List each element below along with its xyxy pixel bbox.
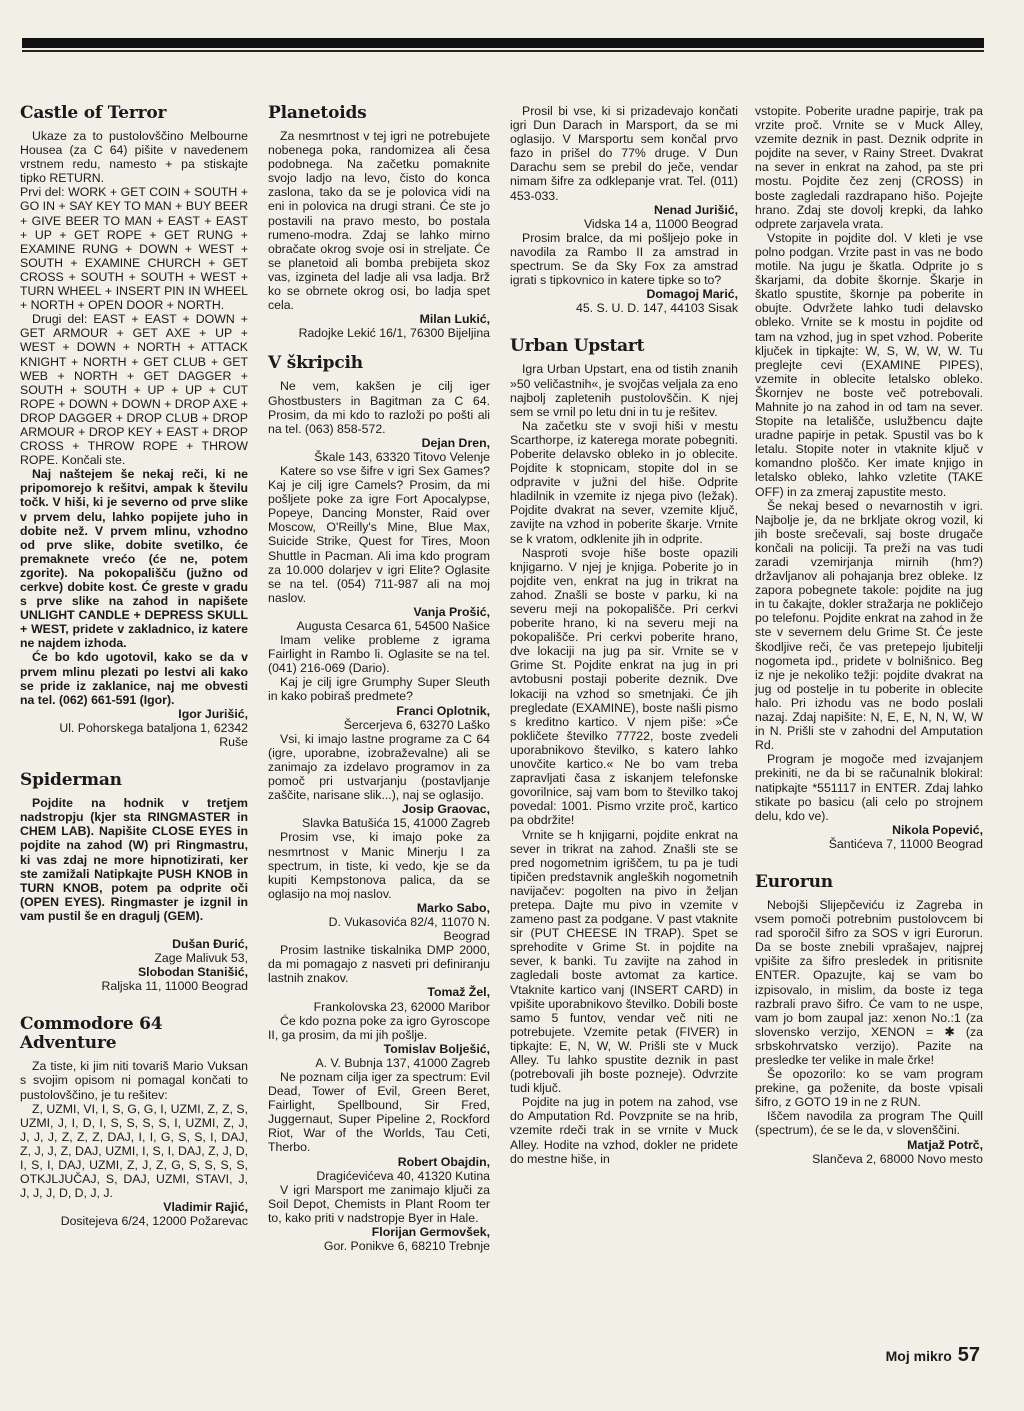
letter-signature-2: Domagoj Marić, — [646, 287, 738, 302]
skripcih-sig8: Robert Obajdin, — [397, 1154, 490, 1169]
urban-p5: Pojdite na jug in potem na zahod, vse do Amputation Rd. Povzpnite se na hrib, vzemite rdeči trak in se vrnite v Muck Alley. Hodite na vzhod, dokler ne pridete do mestne hiše, in — [510, 1095, 738, 1166]
castle-part1: Prvi del: WORK + GET COIN + SOUTH + GO IN + SAY KEY TO MAN + BUY BEER + GIVE BEER TO MAN + EAST + EAST + UP + GET ROPE + GET RUNG + EXAMINE RUNG + DOWN + WEST + SOUTH + EXAMINE CHURCH + GET CROSS + SOUTH + SOUTH + WEST + TURN WHEEL + INSERT PIN IN WHEEL + NORTH + OPEN DOOR + NORTH. — [20, 185, 248, 313]
heading-eurorun: Eurorun — [755, 871, 833, 892]
column-2 — [268, 104, 490, 1253]
letter-dun-darach: Prosil bi vse, ki si prizadevajo končati igri Dun Darach in Marsport, da se mi oglasijo. V Marsportu sem končal prvo fazo in prišel do 77% druge. V Dun Darachu sem se prebil do ječe, vendar nimam šifre za odklepanje vrat. Tel. (011) 453-033. — [510, 104, 738, 203]
skripcih-addr4: Slavka Batušića 15, 41000 Zagreb — [302, 816, 490, 831]
magazine-name: Moj mikro — [885, 1348, 952, 1364]
castle-signature: Igor Jurišić, — [178, 706, 248, 721]
planetoids-address: Radojke Lekić 16/1, 76300 Bijeljina — [298, 326, 490, 341]
c64-address: Dositejeva 6/24, 12000 Požarevac — [60, 1214, 248, 1229]
c64-intro: Za tiste, ki jim niti tovariš Mario Vuksan s svojim opisom ni pomagal končati to pustolovščino, je tu rešitev: — [20, 1059, 248, 1102]
eurorun-address: Slančeva 2, 68000 Novo mesto — [812, 1151, 983, 1166]
skripcih-p10: V igri Marsport me zanimajo ključi za Soil Depot, Chemists in Plant Room ter to, kako priti v nadstropje Byer in Hale. — [268, 1182, 490, 1225]
skripcih-addr8: Dragićevićeva 40, 41320 Kutina — [316, 1168, 490, 1183]
c64-solution: Z, UZMI, VI, I, S, G, G, I, UZMI, Z, Z, S, UZMI, J, I, D, I, S, S, S, S, I, UZMI, Z, J, J, J, J, Z, Z, Z, DAJ, I, I, G, S, S, I, DAJ, Z, J, J, Z, DAJ, UZMI, I, S, I, DAJ, Z, J, D, I, S, I, DAJ, UZMI, Z, J, Z, G, S, S, S, S, OTKJLJUČAJ, S, DAJ, UZMI, STAVI, J, J, J, J, D, D, J, J. — [20, 1101, 248, 1201]
castle-request: Će bo kdo ugotovil, kako se da v prvem mlinu plezati po lestvi ali kako se pride iz zaklanice, naj me obvesti na tel. (062) 661-591 (Igor). — [20, 650, 248, 707]
top-rule — [22, 38, 984, 48]
eurorun-p2: Še opozorilo: ko se vam program prekine, ga poženite, da boste vpisali šifro, z GOTO 19 in ne z RUN. — [755, 1067, 983, 1110]
letter-rambo: Prosim bralce, da mi pošljejo poke in navodila za Rambo II za amstrad in spectrum. Se da Sky Fox za amstrad igrati s tipkovnico in katere tipke so to? — [510, 230, 738, 288]
column-3 — [510, 104, 738, 1166]
top-rule-thin — [22, 50, 984, 52]
page-number: 57 — [957, 1344, 980, 1366]
castle-part2: Drugi del: EAST + EAST + DOWN + GET ARMOUR + GET AXE + UP + WEST + DOWN + NORTH + ATTACK KNIGHT + NORTH + GET CLUB + GET WEB + NORTH + GET DAGGER + SOUTH + SOUTH + UP + UP + CUT ROPE + DOWN + DOWN + DROP AXE + DROP DAGGER + DROP CLUB + DROP ARMOUR + DROP KEY + EAST + DROP CROSS + THROW ROPE + THROW ROPE. Končali ste. — [20, 312, 249, 468]
letter-signature-1: Nenad Jurišić, — [653, 202, 738, 217]
urban-p4: Vrnite se h knjigarni, pojdite enkrat na sever in trikrat na zahod. Znašli ste se pred nogometnim igriščem, tu pa je tudi tipičen predstavnik angleških nogometnih navijačev: pogolten na pivo in željan pretepa. Dajte mu pivo in vzemite v zameno past za podgane. V past vtaknite sir (PUT CHEESE IN TRAP). Spet se sprehodite v Grime St. in pojdite na sever, k banki. Tu zavijte na zahod in zagledali boste avtomat za kartice. Vtaknite kartico vanj (INSERT CARD) in vpišite uporabnikovo številko. Dobili boste samo 5 funtov, vendar več niti ne potrebujete. Vzemite petak (FIVER) in tipkajte: E, N, W, W. Prišli ste v Muck Alley. Tu lahko spustite deznik in past (potrebovali jih boste pozneje). Odvrzite tudi ključ. — [510, 827, 738, 1096]
urban-cont-p2: Vstopite in pojdite dol. V kleti je vse polno podgan. Vrzite past in vas ne bodo motile. Na jugu je škatla. Odprite jo s škarjami, da dobite škornje. Škarje in škatlo spustite, škornje pa poberite in obujte. Odvržete lahko tudi delavsko obleko. Vrnite se k mostu in pojdite od tam na vzhod, jug in spet vzhod. Poberite ključek in tipkajte: W, S, W, W, W. Tu preglejte cevi (EXAMINE PIPES), vzemite in oblecite letalsko obleko. Škornjev ne boste več potrebovali. Mahnite jo na zahod in od tam na sever. Stopite na letališče, uslužbencu dajte uradne papirje in petak. Spustil vas bo k letalu. Stopite noter in vtaknite ključ v komandno ploščo. Ker imate knjigo in letalsko obleko, lahko vzletite (TAKE OFF) in za zmeraj zapustite mesto. — [755, 230, 983, 499]
eurorun-p3: Iščem navodila za program The Quill (spectrum), će se le da, v slovenščini. — [755, 1109, 983, 1138]
urban-p3: Nasproti svoje hiše boste opazili knjigarno. V njej je knjiga. Poberite jo in pojdite ven, enkrat na jug in trikrat na zahod. Znašli se boste v parku, ki na severu meji na pokopališče. Pri cerkvi poberite hrano, ki na severu meji na pokopališče. Pri cerkvi poberite hrano, dve lokaciji na jug pa sir. Vrnite se v Grime St. Pojdite enkrat na jug in pri avtobusni postaji poberite deznik. Dve lokaciji na vzhod so smetnjaki. Će jih pregledate (EXAMINE), boste našli pismo s kreditno kartico. V njem piše: »Će pokličete številko 77722, boste zvedeli uporabnikovo številko, s katero lahko unovčite kartico.« Ne bo vam treba zapravljati časa z iskanjem telefonske govorilnice, saj vam bom to številko takoj povedal: 1001. Pismo vrzite proč, kartico pa obdržite! — [510, 545, 738, 828]
skripcih-p5: Vsi, ki imajo lastne programe za C 64 (igre, uporabne, izobraževalne) ali se zanimajo za izdelavo programov in za pomoč pri ustvarjanju (postavljanje zaščite, narisane slik...), naj se oglasijo. — [268, 731, 490, 803]
skripcih-sig9: Florijan Germovšek, — [371, 1225, 490, 1240]
planetoids-signature: Milan Lukić, — [419, 312, 490, 327]
skripcih-p9: Ne poznam cilja iger za spectrum: Evil Dead, Tower of Evil, Green Beret, Fairlight, Spellbound, Sir Fred, Juggernaut, Super Pipeline 2, Rockford Riot, War of the Worlds, Tau Ceti, Therbo. — [268, 1070, 490, 1155]
heading-commodore-64: Commodore 64 — [20, 1014, 163, 1035]
skripcih-sig4: Josip Graovac, — [401, 802, 490, 817]
column-4 — [755, 104, 983, 1166]
spiderman-text: Pojdite na hodnik v tretjem nadstropju (kjer sta RINGMASTER in CHEM LAB). Napišite CLOSE EYES in pojdite na zahod (W) pri Ringmastru, ki vas zdaj ne more hipnotizirati, ker ste zamižali Natipkajte PUSH KNOB in TURN KNOB, potem pa odprite oči (OPEN EYES). Ringmaster je izgnil in vam pustil še en dragulj (GEM). — [20, 796, 248, 923]
spiderman-signature-2: Slobodan Stanišić, — [137, 965, 248, 980]
planetoids-text: Za nesmrtnost v tej igri ne potrebujete nobenega poka, randomizea ali česa podobnega. Na začetku pomaknite svojo ladjo na levo, čisto do konca zaslona, tako da se je polovica vidi na eni in polovica na drugi strani. Će ste jo postavili na pravo mesto, bo postala rumeno-modra. Zdaj se lahko mirno obračate okrog svoje osi in streljate. Će se planetoid ali bomba prebijeta skoz vas, izgineta del ladje ali vsa ladja. Brž ko se obrnete okrog osi, bo ladja spet cela. — [268, 129, 490, 313]
urban-cont-p1: vstopite. Poberite uradne papirje, trak pa vrzite proč. Vrnite se v Muck Alley, vzemite deznik in past. Deznik odprite in pojdite na sever, v Rainy Street. Dvakrat na sever in enkrat na zahod, pa ste pri mostu. Pojdite čez zenj (CROSS) in boste zagledali razdrapano hišo. Pojejte hrano. Zdaj ste dovolj krepki, da lahko odprete zarjavela vrata. — [755, 104, 983, 231]
urban-signature: Nikola Popević, — [892, 822, 983, 837]
skripcih-p1: Ne vem, kakšen je cilj iger Ghostbusters in Bagitman za C 64. Prosim, da mi kdo to razloži po pošti ali na tel. (063) 858-572. — [268, 379, 490, 436]
skripcih-p6: Prosim vse, ki imajo poke za nesmrtnost v Manic Minerju I za spectrum, in tiste, ki vedo, kje se da kupiti Kempstonova palica, da se oglasijo na moj naslov. — [268, 830, 490, 901]
spiderman-address-2: Raljska 11, 11000 Beograd — [101, 979, 248, 994]
heading-castle-of-terror: Castle of Terror — [20, 103, 167, 123]
letter-address-1: Vidska 14 a, 11000 Beograd — [583, 216, 738, 231]
urban-cont-p4: Program je mogoče med izvajanjem prekiniti, ne da bi se računalnik blokiral: natipkajte *551117 in ENTER. Zdaj lahko stikate po basicu (ali celo po strojnem delu, kdo ve). — [755, 752, 983, 823]
skripcih-sig2: Vanja Prošić, — [413, 604, 490, 619]
skripcih-addr5: D. Vukasovića 82/4, 11070 N. Beograd — [328, 914, 490, 944]
letter-address-2: 45. S. U. D. 147, 44103 Sisak — [575, 301, 738, 316]
castle-address: Ul. Pohorskega bataljona 1, 62342 Ruše — [59, 720, 248, 750]
heading-spiderman: Spiderman — [20, 770, 122, 791]
heading-v-skripcih: V škripcih — [268, 353, 363, 374]
heading-planetoids: Planetoids — [268, 103, 367, 123]
skripcih-sig6: Tomaž Žel, — [427, 985, 490, 1000]
spiderman-address-1: Zage Malivuk 53, — [154, 951, 248, 966]
skripcih-addr7: A. V. Bubnja 137, 41000 Zagreb — [315, 1055, 490, 1070]
urban-cont-p3: Še nekaj besed o nevarnostih v igri. Najbolje je, da ne brkljate okrog vozil, ki jih boste srečevali, saj boste drugače končali na policiji. Ta preži na vas tudi zaradi vzemirjanja mirnih (hm?) državljanov ali pohajanja brez obleke. Iz zapora pobegnete takole: pojdite na jug in tu čakajte, dokler stražarja ne pokličejo po telefonu. Pojdite enkrat na zahod in že ste v severnem delu Grime St. Će jeste škodljive reči, če vas pretepejo ljubitelji nogometa ipd., pridete v bolnišnico. Beg iz nje je nekoliko težji: pojdite dvakrat na jug od postelje in tu poberite in oblecite halo. Pri izhodu vas ne bodo poslali nazaj. Zdaj napišite: N, E, E, N, N, W, W in N. Prišli ste v zahodni del Amputation Rd. — [755, 498, 983, 753]
skripcih-addr1: Škale 143, 63320 Titovo Velenje — [314, 449, 490, 464]
page-footer — [886, 1344, 980, 1367]
spiderman-signature-1: Dušan Đurić, — [172, 936, 248, 951]
heading-urban-upstart: Urban Upstart — [510, 336, 645, 357]
eurorun-signature: Matjaž Potrč, — [907, 1137, 983, 1152]
urban-p1: Igra Urban Upstart, ena od tistih znanih »50 veličastnih«, je svojčas veljala za eno najbolj zapletenih pustolovščin. K njej sem se vrnil po letu dni in tu je rešitev. — [510, 362, 738, 419]
urban-p2: Na začetku ste v svoji hiši v mestu Scarthorpe, iz katerega morate pobegniti. Poberite delavsko obleko in jo oblecite. Pojdite k stopnicam, stopite dol in se odpravite v južni del hiše. Odprite hladilnik in vzemite iz njega pivo (ležak). Pojdite dvakrat na sever, vzemite ključ, zavijte na vzhod in poberite škarje. Vrnite se k vratom, odklenite jih in odprite. — [510, 418, 738, 546]
eurorun-p1: Nebojši Slijepčeviću iz Zagreba in vsem pomoči potrebnim pustolovcem bi rad sporočil šifro za SOS v igri Eurorun. Da se boste znebili vprašajev, najprej vpišite za šifro presledek in pritisnite ENTER. Opazujte, kaj se vam bo izpisovalo, in mislim, da boste iz tega razbrali pravo šifro. Će vam to ne uspe, vam jo bom zaupal jaz: xenon No.:1 (za slovensko verzijo, XENON = ✱ (za srbskohrvatsko verzijo). Pazite na presledke ter velike in male črke! — [755, 897, 983, 1067]
skripcih-sig7: Tomislav Bolješić, — [383, 1041, 490, 1056]
skripcih-sig5: Marko Sabo, — [416, 900, 490, 915]
heading-adventure: Adventure — [20, 1033, 117, 1054]
castle-extra: Naj naštejem še nekaj reči, ki ne pripomorejo k rešitvi, ampak k številu točk. V hiši, ki je severno od prve slike v prvem delu, lahko popijete juho in dobite než. V prvem mlinu, vzhodno od prve slike, dobite svetilko, će premaknete vrećo (će ne, potem zgorite). Na pokopališču (južno od cerkve) dobite kost. Će greste v gradu s prve slike na zahod in napišete UNLIGHT CANDLE + DEPRESS SKULL + WEST, pridete v zakladnico, iz katere ne najdem izhoda. — [20, 467, 248, 651]
skripcih-p3: Imam velike probleme z igrama Fairlight in Rambo li. Oglasite se na tel. (041) 216-069 (Dario). — [268, 633, 490, 676]
skripcih-sig3: Franci Oplotnik, — [396, 703, 490, 718]
skripcih-addr9: Gor. Ponikve 6, 68210 Trebnje — [323, 1239, 490, 1254]
skripcih-addr3: Šercerjeva 6, 63270 Laško — [343, 717, 490, 732]
urban-address: Šantićeva 7, 11000 Beograd — [828, 836, 983, 851]
skripcih-addr6: Frankolovska 23, 62000 Maribor — [313, 999, 490, 1014]
column-1 — [20, 104, 248, 1228]
skripcih-addr2: Augusta Cesarca 61, 54500 Našice — [296, 619, 490, 633]
castle-intro: Ukaze za to pustolovščino Melbourne Housea (za C 64) pišite v navedenem vrstnem redu, namesto + pa stiskajte tipko RETURN. — [20, 129, 248, 186]
c64-signature: Vladimir Rajić, — [163, 1200, 248, 1215]
skripcih-sig1: Dejan Dren, — [421, 435, 490, 450]
skripcih-p4: Kaj je cilj igre Grumphy Super Sleuth in kako pobiraš predmete? — [268, 675, 490, 704]
skripcih-p2: Katere so vse šifre v igri Sex Games? Kaj je cilj igre Camels? Prosim, da mi pošljete poke za igre Fort Apocalypse, Popeye, Dancing Monster, Raid over Moscow, O'Reilly's Mine, Blue Max, Suicide Strike, Quest for Tires, Moon Shuttle in Pacman. Ali ima kdo program za 10.000 dolarjev v igri Elite? Oglasite se na tel. (054) 711-987 ali na moj naslov. — [268, 463, 490, 605]
skripcih-p8: Će kdo pozna poke za igro Gyroscope II, ga prosim, da mi jih pošlje. — [268, 1013, 490, 1042]
skripcih-p7: Prosim lastnike tiskalnika DMP 2000, da mi pomagajo z nasveti pri definiranju lastnih znakov. — [268, 943, 490, 986]
